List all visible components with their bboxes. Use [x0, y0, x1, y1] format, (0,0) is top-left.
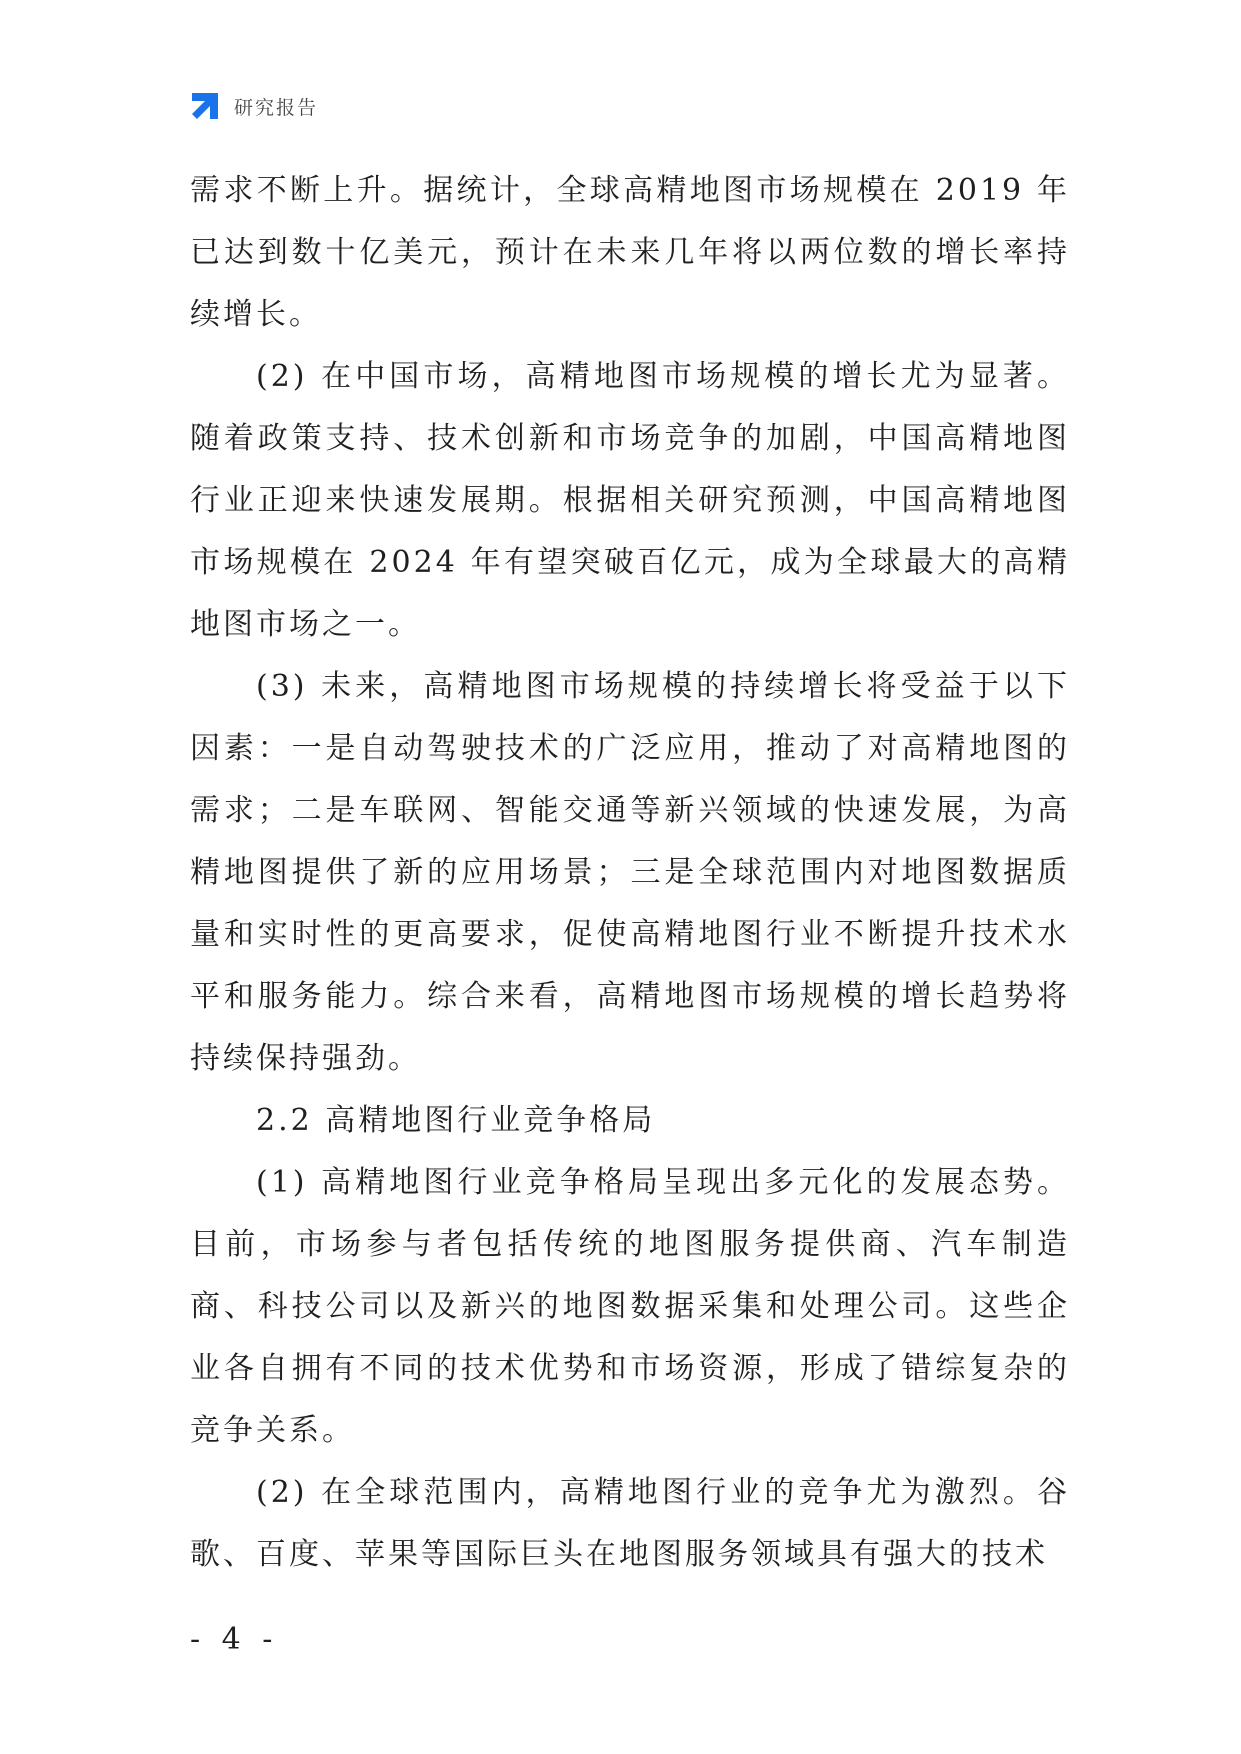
arrow-up-right-icon [188, 89, 222, 123]
section-paragraph-1: (1) 高精地图行业竞争格局呈现出多元化的发展态势。目前，市场参与者包括传统的地图服务提供商、汽车制造商、科技公司以及新兴的地图数据采集和处理公司。这些企业各自拥有不同的技术优势和市场资源，形成了错综复杂的竞争关系。 [190, 1165, 1070, 1448]
section-paragraph-2: (2) 在全球范围内，高精地图行业的竞争尤为激烈。谷歌、百度、苹果等国际巨头在地图服务领域具有强大的技术 [190, 1475, 1070, 1572]
header-title: 研究报告 [234, 96, 319, 119]
report-header [188, 88, 318, 124]
section-heading: 2.2 高精地图行业竞争格局 [256, 1103, 656, 1138]
paragraph-item-2: (2) 在中国市场，高精地图市场规模的增长尤为显著。随着政策支持、技术创新和市场竞争的加剧，中国高精地图行业正迎来快速发展期。根据相关研究预测，中国高精地图市场规模在 2024 年有望突破百亿元，成为全球最大的高精地图市场之一。 [190, 359, 1070, 642]
paragraph-item-3: (3) 未来，高精地图市场规模的持续增长将受益于以下因素：一是自动驾驶技术的广泛应用，推动了对高精地图的需求；二是车联网、智能交通等新兴领域的快速发展，为高精地图提供了新的应用场景；三是全球范围内对地图数据质量和实时性的更高要求，促使高精地图行业不断提升技术水平和服务能力。综合来看，高精地图市场规模的增长趋势将持续保持强劲。 [190, 669, 1070, 1076]
paragraph-continuation: 需求不断上升。据统计，全球高精地图市场规模在 2019 年已达到数十亿美元，预计在未来几年将以两位数的增长率持续增长。 [190, 173, 1070, 332]
document-body [190, 160, 1070, 1586]
page-number: - 4 - [190, 1622, 279, 1657]
